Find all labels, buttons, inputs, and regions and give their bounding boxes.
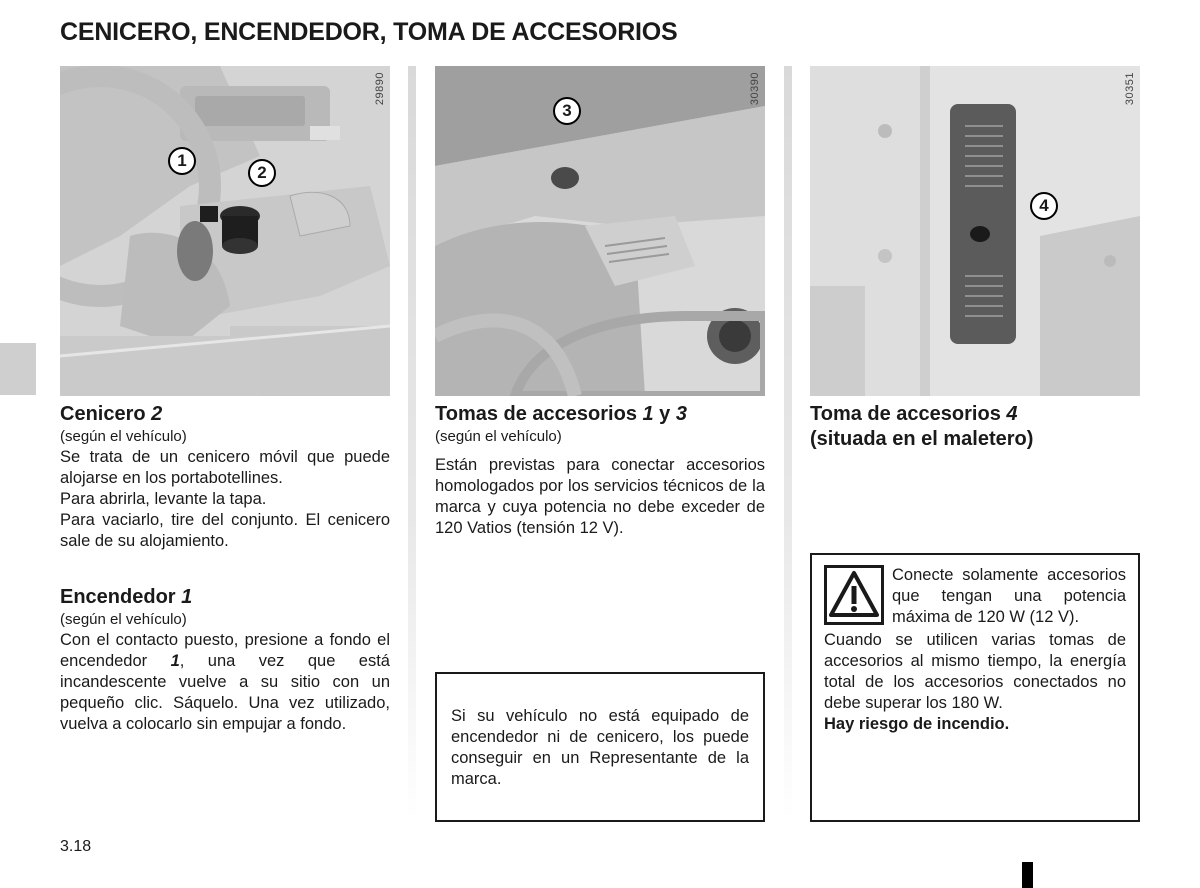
callout-marker: 4 [1030, 192, 1058, 220]
body-text: Se trata de un cenicero móvil que puede alojarse en los portabotellines. [60, 448, 390, 487]
info-box-text: Si su vehículo no está equipado de encendedor ni de cenicero, los puede conseguir en un Representante de la marca. [451, 707, 749, 788]
ashtray-heading: Cenicero 2 [60, 403, 163, 425]
photo-reference-number: 30351 [1124, 72, 1136, 106]
accessory-sockets-section [435, 402, 765, 539]
availability-note: (según el vehículo) [435, 428, 562, 445]
warning-box [810, 553, 1140, 822]
trunk-socket-section [810, 402, 1140, 452]
availability-note: (según el vehículo) [60, 428, 187, 445]
trunk-socket-subheading: (situada en el maletero) [810, 428, 1034, 450]
column-divider [784, 66, 792, 820]
dashboard-console-photo [60, 66, 390, 396]
warning-triangle-icon [824, 565, 884, 630]
info-box [435, 672, 765, 822]
lighter-section [60, 585, 390, 735]
callout-marker: 2 [248, 159, 276, 187]
page-edge-marker [1022, 862, 1033, 888]
accessory-sockets-heading: Tomas de accesorios 1 y 3 [435, 403, 687, 425]
body-text: Para abrirla, levante la tapa. [60, 490, 267, 508]
lighter-heading: Encendedor 1 [60, 586, 193, 608]
callout-marker: 1 [168, 147, 196, 175]
warning-emphasis: Hay riesgo de incendio. [824, 715, 1010, 733]
body-text: Para vaciarlo, tire del conjunto. El cenicero sale de su alojamiento. [60, 511, 390, 550]
section-tab-marker [0, 343, 36, 395]
callout-marker: 3 [553, 97, 581, 125]
warning-text: Conecte solamente accesorios que tengan una potencia máxima de 120 W (12 V). [892, 566, 1126, 626]
column-divider [408, 66, 416, 820]
trunk-socket-heading: Toma de accesorios 4 [810, 403, 1018, 425]
ashtray-section [60, 402, 390, 552]
availability-note: (según el vehículo) [60, 611, 187, 628]
warning-header [824, 565, 1126, 630]
page-number: 3.18 [60, 838, 92, 855]
body-text: Están previstas para conectar accesorios homologados por los servicios técnicos de la marca y cuya potencia no debe exceder de 120 Vatios (tensión 12 V). [435, 456, 765, 537]
photo-reference-number: 29890 [374, 72, 386, 106]
trunk-socket-photo [810, 66, 1140, 396]
body-text: Con el contacto puesto, presione a fondo el encendedor 1, una vez que está incandescente vuelve a su sitio con un pequeño clic. Sáquelo. Una vez utilizado, vuelva a colocarlo sin empujar a fondo. [60, 631, 390, 733]
photo-reference-number: 30390 [749, 72, 761, 106]
dashboard-socket-photo [435, 66, 765, 396]
warning-text: Cuando se utilicen varias tomas de accesorios al mismo tiempo, la energía total de los accesorios conectados no debe superar los 180 W. [824, 631, 1126, 712]
page-title: CENICERO, ENCENDEDOR, TOMA DE ACCESORIOS [60, 18, 678, 46]
